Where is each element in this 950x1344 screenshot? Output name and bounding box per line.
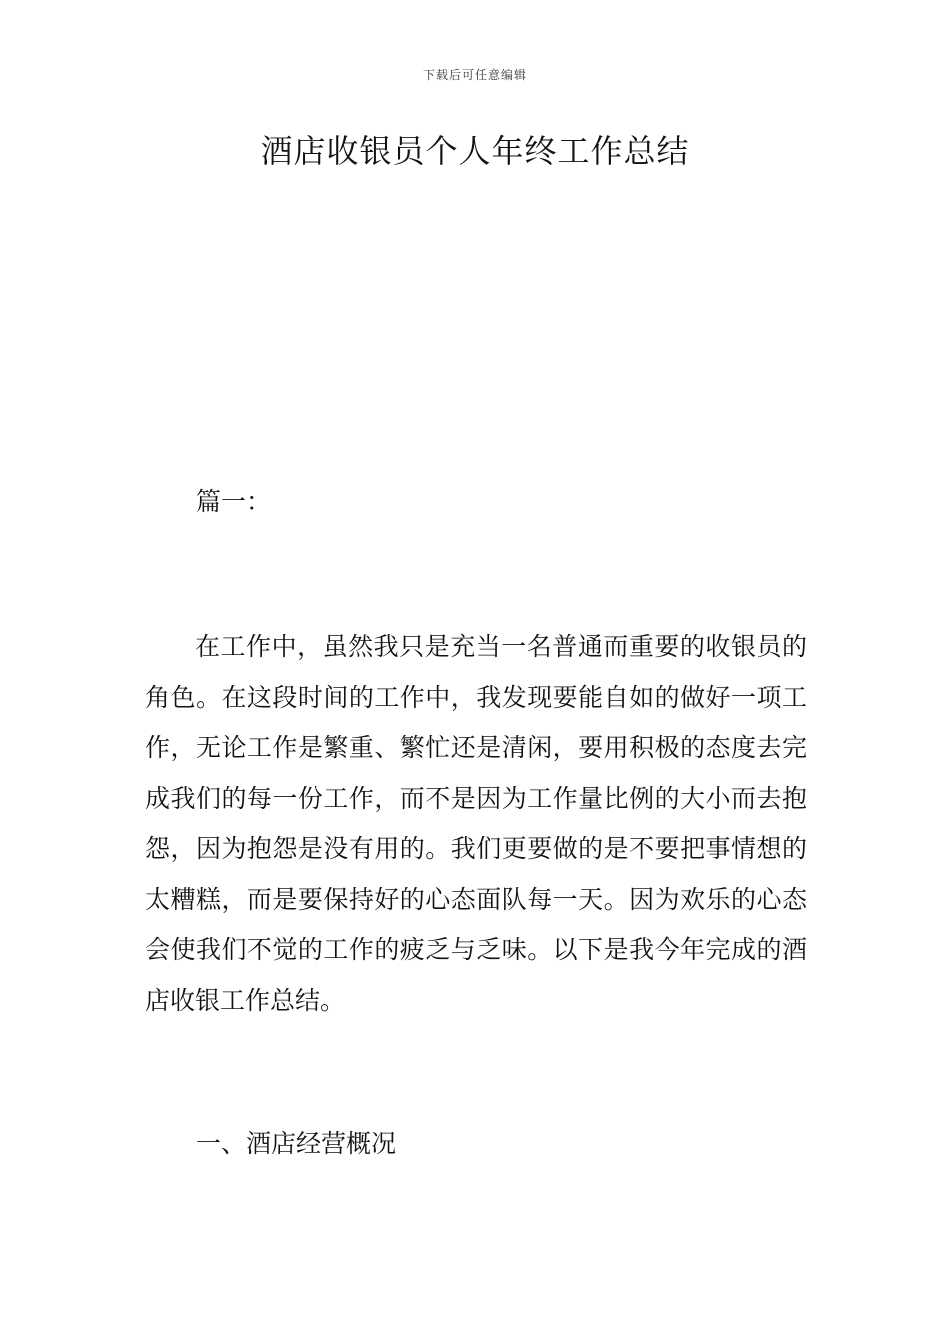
document-title: 酒店收银员个人年终工作总结 bbox=[260, 132, 690, 170]
section-label: 篇一： bbox=[196, 487, 272, 516]
body-paragraph: 在工作中，虽然我只是充当一名普通而重要的收银员的角色。在这段时间的工作中，我发现要能自如的做好一项工作，无论工作是繁重、繁忙还是清闲，要用积极的态度去完成我们的每一份工作，而不是因为工作量比例的大小而去抱怨，因为抱怨是没有用的。我们更要做的是不要把事情想的太糟糕，而是要保持好的心态面队每一天。因为欢乐的心态会使我们不觉的工作的疲乏与乏味。以下是我今年完成的酒店收银工作总结。 bbox=[145, 632, 807, 1015]
section-heading: 一、酒店经营概况 bbox=[196, 1129, 397, 1158]
header-note: 下载后可任意编辑 bbox=[422, 68, 527, 82]
